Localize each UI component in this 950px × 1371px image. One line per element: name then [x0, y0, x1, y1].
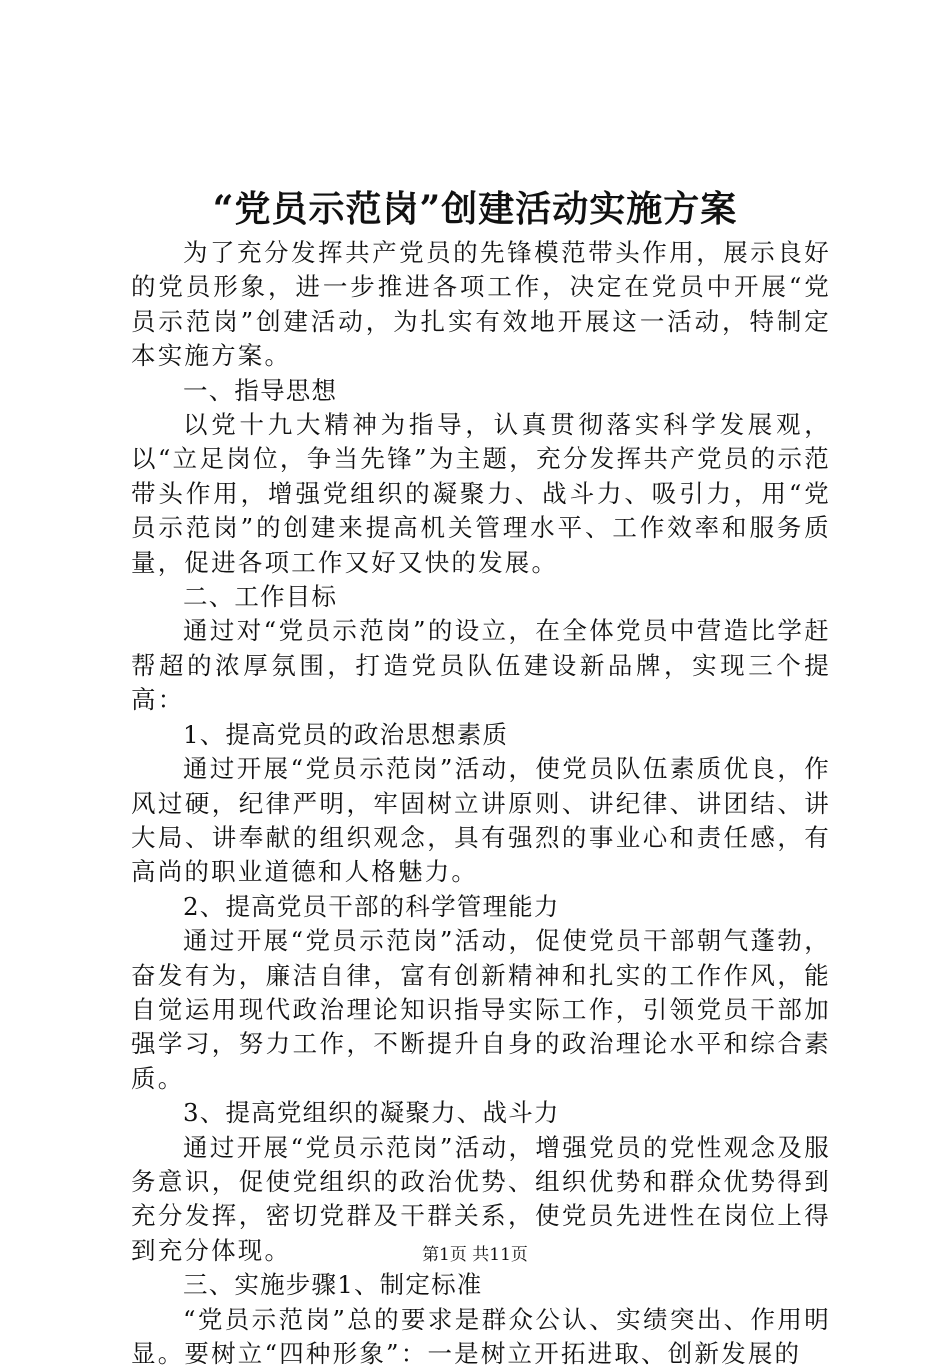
standards-paragraph: “党员示范岗”总的要求是群众公认、实绩突出、作用明显。要树立“四种形象”：一是树立开拓进取、创新发展的 — [131, 1304, 831, 1368]
section-heading-work-goals: 二、工作目标 — [183, 582, 338, 612]
guiding-ideology-paragraph: 以党十九大精神为指导，认真贯彻落实科学发展观，以“立足岗位，争当先锋”为主题，充分发挥共产党员的示范带头作用，增强党组织的凝聚力、战斗力、吸引力，用“党员示范岗”的创建来提高机关管理水平、工作效率和服务质量，促进各项工作又好又快的发展。 — [131, 410, 831, 577]
subheading-goal-1: 1、提高党员的政治思想素质 — [183, 719, 509, 749]
subheading-goal-3: 3、提高党组织的凝聚力、战斗力 — [183, 1098, 560, 1128]
work-goals-paragraph: 通过对“党员示范岗”的设立，在全体党员中营造比学赶帮超的浓厚氛围，打造党员队伍建设新品牌，实现三个提高： — [131, 616, 831, 715]
page-number-footer: 第1页 共11页 — [422, 1245, 528, 1265]
subheading-goal-2: 2、提高党员干部的科学管理能力 — [183, 891, 560, 921]
goal-2-paragraph: 通过开展“党员示范岗”活动，促使党员干部朝气蓬勃，奋发有为，廉洁自律，富有创新精神和扎实的工作作风，能自觉运用现代政治理论知识指导实际工作，引领党员干部加强学习，努力工作，不断提升自身的政治理论水平和综合素质。 — [131, 926, 831, 1093]
section-heading-guiding-ideology: 一、指导思想 — [183, 375, 338, 405]
document-title: “党员示范岗”创建活动实施方案 — [212, 188, 738, 230]
goal-1-paragraph: 通过开展“党员示范岗”活动，使党员队伍素质优良，作风过硬，纪律严明，牢固树立讲原则、讲纪律、讲团结、讲大局、讲奉献的组织观念，具有强烈的事业心和责任感，有高尚的职业道德和人格魅力。 — [131, 754, 831, 887]
section-heading-implementation-steps: 三、实施步骤1、制定标准 — [183, 1270, 483, 1300]
document-body — [131, 236, 831, 1371]
intro-paragraph: 为了充分发挥共产党员的先锋模范带头作用，展示良好的党员形象，进一步推进各项工作，决定在党员中开展“党员示范岗”创建活动，为扎实有效地开展这一活动，特制定本实施方案。 — [131, 238, 831, 371]
goal-3-paragraph: 通过开展“党员示范岗”活动，增强党员的党性观念及服务意识，促使党组织的政治优势、组织优势和群众优势得到充分发挥，密切党群及干群关系，使党员先进性在岗位上得到充分体现。 — [131, 1132, 831, 1265]
